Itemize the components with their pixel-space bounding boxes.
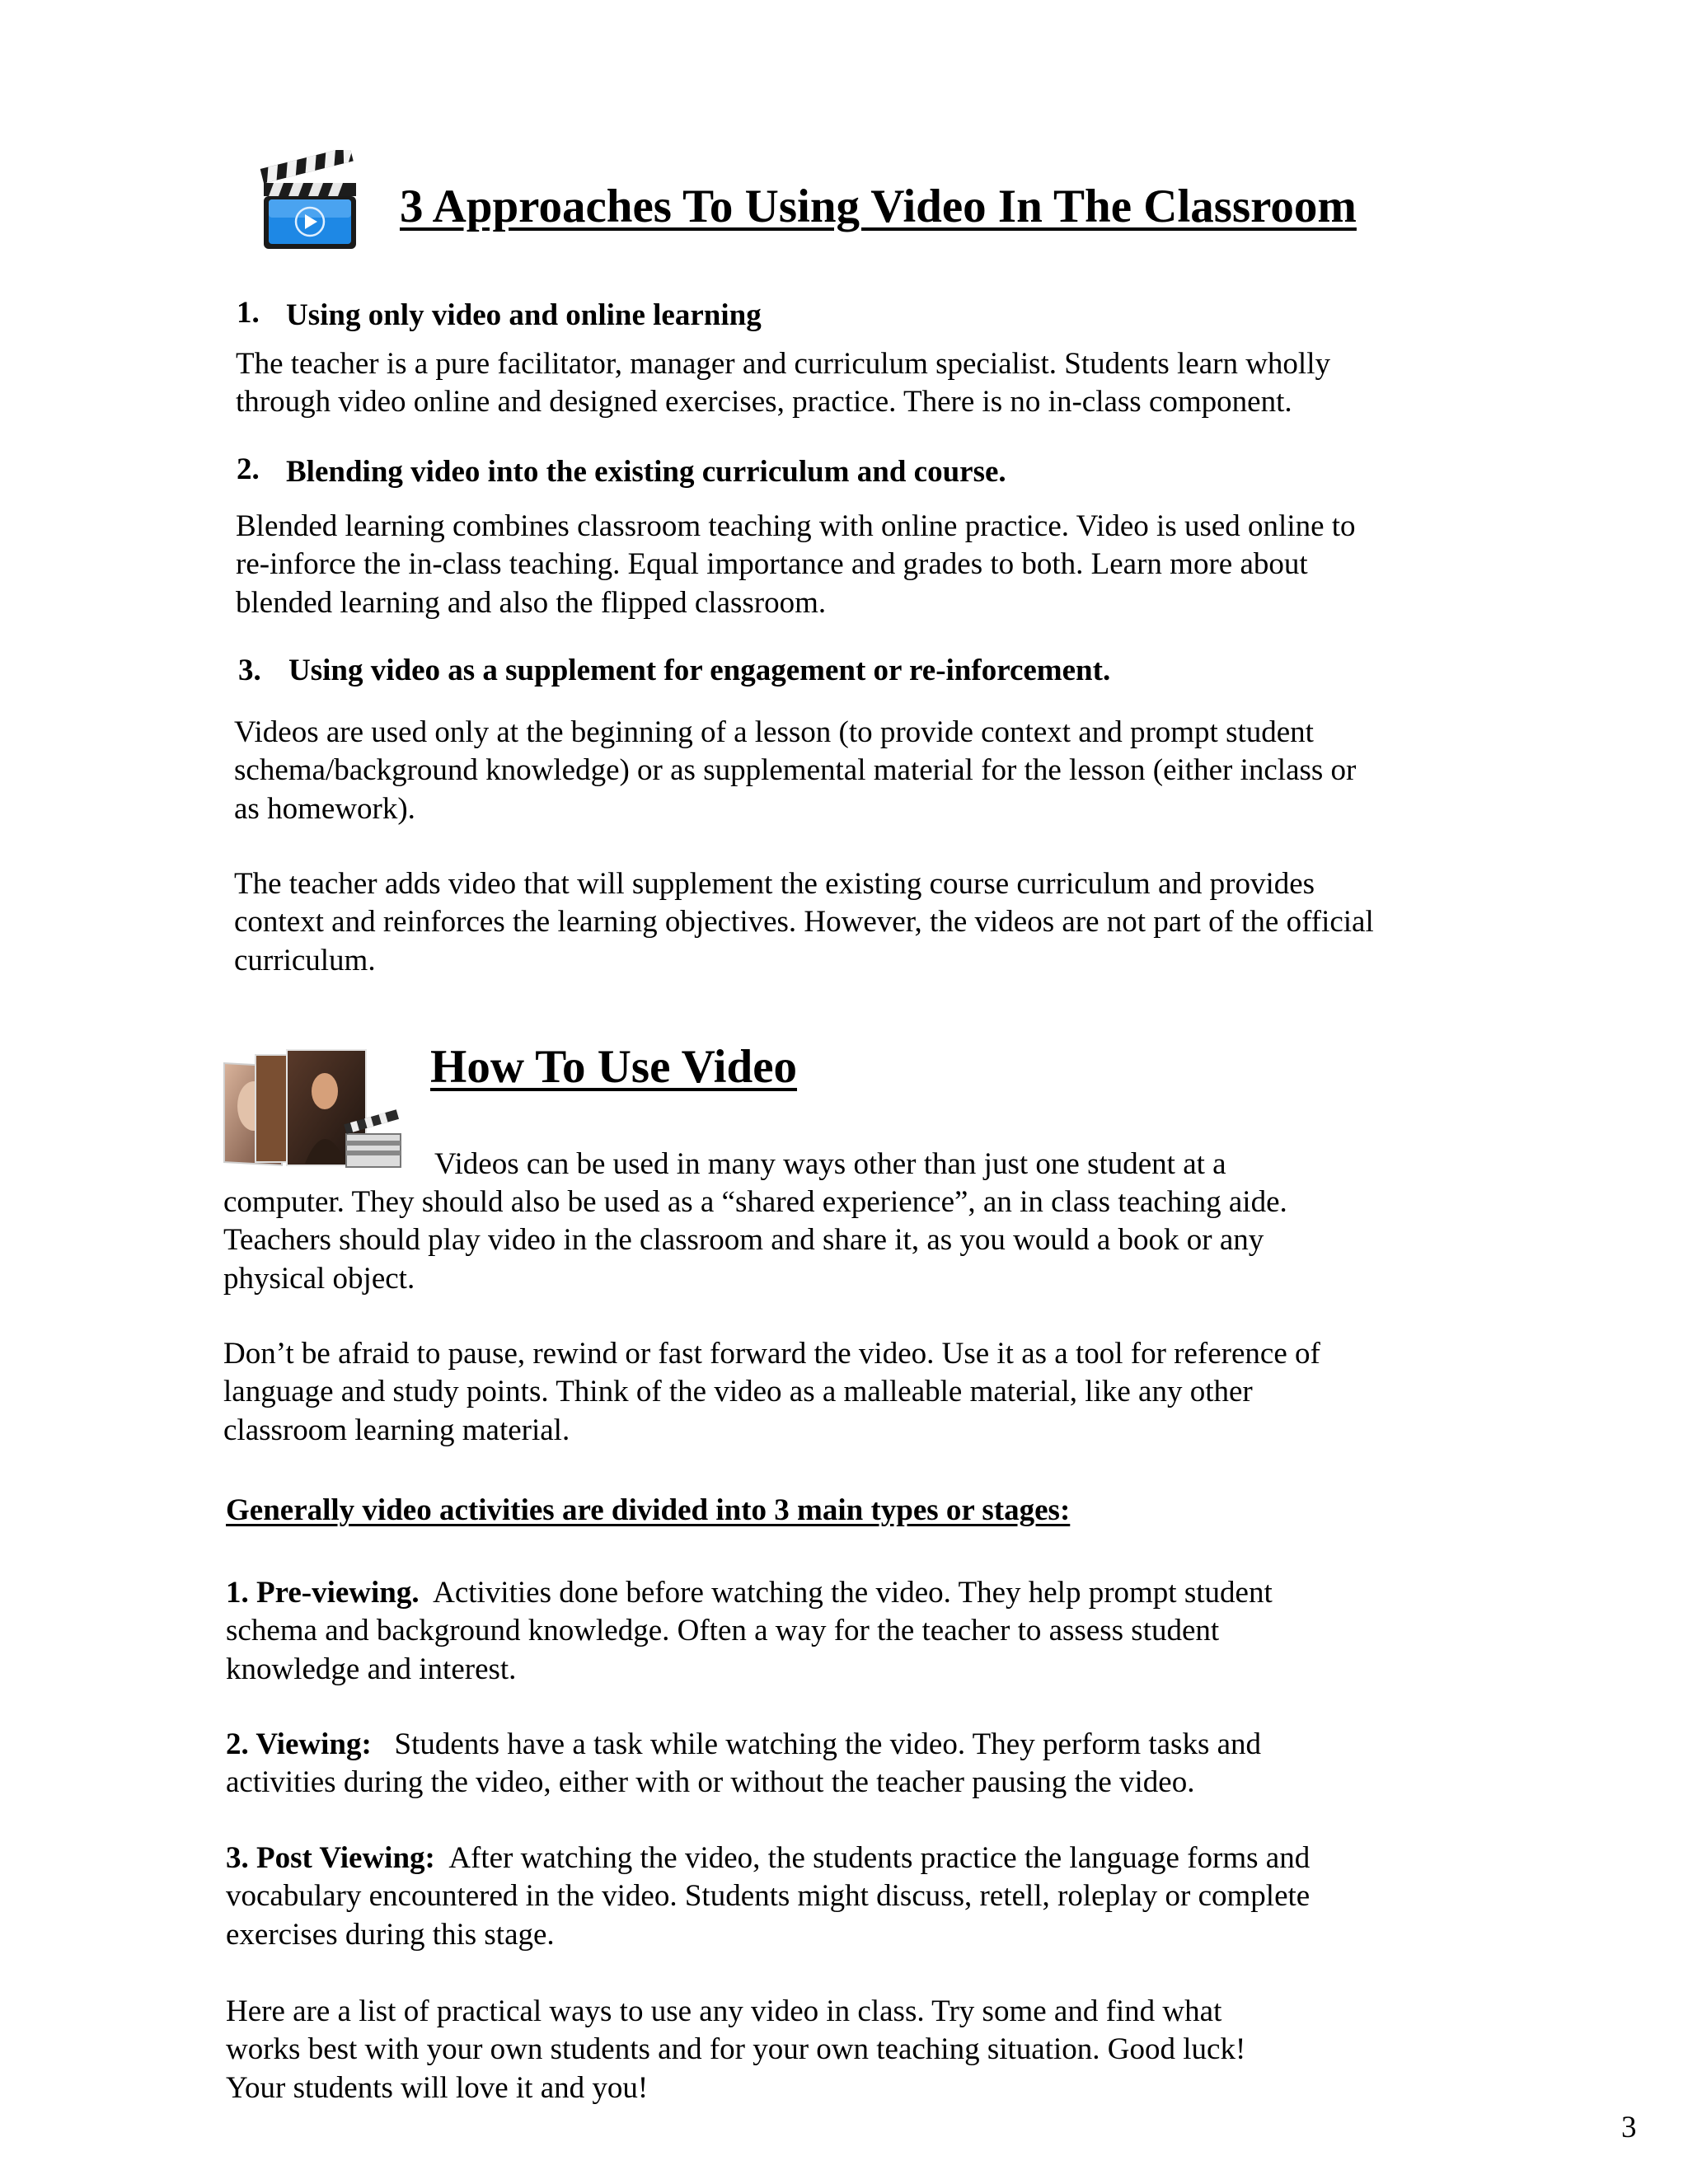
intro-line-1: Videos can be used in many ways other than just one student at a [434, 1147, 1226, 1181]
stage-text-rest: vocabulary encountered in the video. Students might discuss, retell, roleplay or complete exercises during this stage. [226, 1879, 1311, 1952]
stage-viewing [226, 1726, 1512, 1802]
stage-text: Students have a task while watching the video. They perform tasks and [371, 1727, 1262, 1761]
intro-paragraph: computer. They should also be used as a “shared experience”, an in class teaching aide. Teachers should play video in the classroom and share it, as you would a book or any physical object. [223, 1185, 1287, 1296]
stage-pre-viewing [226, 1574, 1512, 1689]
item-text-3: Videos are used only at the beginning of a lesson (to provide context and prompt student schema/background knowledge) or as supplemental material for the lesson (either inclass or as homework). [234, 715, 1357, 826]
stage-label: 2. Viewing: [226, 1727, 372, 1761]
paragraph-pause-rewind: Don’t be afraid to pause, rewind or fast forward the video. Use it as a tool for reference of language and study points. Think of the video as a malleable material, like any other classroom learning material. [223, 1337, 1320, 1447]
item-heading-3: Using video as a supplement for engagement or re-inforcement. [288, 654, 1111, 687]
stage-text: Activities done before watching the video. They help prompt student [419, 1576, 1273, 1610]
item-text-3b: The teacher adds video that will supplement the existing course curriculum and provides context and reinforces the learning objectives. However, the videos are not part of the official curriculum. [234, 867, 1374, 977]
item-number-1: 1. [237, 296, 260, 330]
clapperboard-icon [259, 150, 361, 255]
item-text-2: Blended learning combines classroom teaching with online practice. Video is used online to re-inforce the in-class teaching. Equal importance and grades to both. Learn more about blended learning and also the flipped classroom. [236, 509, 1356, 620]
section-title-approaches: 3 Approaches To Using Video In The Classroom [400, 180, 1357, 232]
item-heading-1: Using only video and online learning [286, 298, 762, 332]
stages-subheading: Generally video activities are divided into 3 main types or stages: [226, 1493, 1071, 1527]
item-number-3: 3. [238, 654, 261, 687]
stage-label: 1. Pre-viewing. [226, 1576, 420, 1610]
section-title-how-to: How To Use Video [430, 1041, 798, 1093]
stage-label: 3. Post Viewing: [226, 1841, 435, 1875]
page-number: 3 [1621, 2111, 1637, 2144]
closing-paragraph: Here are a list of practical ways to use any video in class. Try some and find what works best with your own students and for your own teaching situation. Good luck! Your students will love it and you! [226, 1994, 1246, 2105]
item-text-1: The teacher is a pure facilitator, manager and curriculum specialist. Students learn wholly through video online and designed exercises, practice. There is no in-class component. [236, 347, 1330, 419]
stage-text-rest: schema and background knowledge. Often a way for the teacher to assess student knowledge and interest. [226, 1614, 1220, 1686]
stage-text: After watching the video, the students practice the language forms and [434, 1841, 1311, 1875]
item-heading-2: Blending video into the existing curriculum and course. [286, 455, 1006, 489]
item-number-2: 2. [237, 452, 260, 486]
video-collage-icon [223, 1048, 406, 1169]
stage-text-rest: activities during the video, either with or without the teacher pausing the video. [226, 1765, 1195, 1800]
stage-post-viewing [226, 1840, 1512, 1954]
